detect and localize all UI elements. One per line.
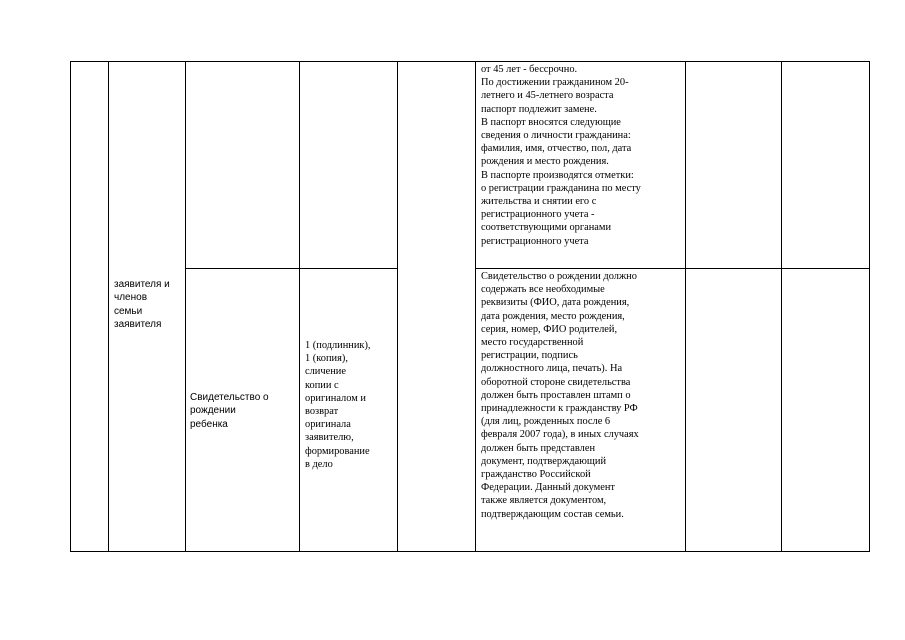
table-border-left [70, 61, 71, 552]
table-border-top [70, 61, 870, 62]
birth-certificate-requirements-text: Свидетельство о рождении должно содержать все необходимые реквизиты (ФИО, дата рождения, дата рождения, место рождения, серия, номер, ФИО родителей, место государственной регистрации, подпись должностного лица, печать). На оборотной стороне свидетельства должен быть проставлен штамп о принадлежности к гражданству РФ (для лиц, рожденных после 6 февраля 2007 года), в иных случаях должен быть представлен документ, подтверждающий гражданство Российской Федерации. Данный документ также является документом, подтверждающим состав семьи. [481, 271, 639, 520]
column-divider-3 [299, 61, 300, 552]
column-divider-1 [108, 61, 109, 552]
row-divider-right [475, 268, 870, 269]
column-divider-7 [781, 61, 782, 552]
passport-requirements-text: от 45 лет - бессрочно. По достижении гражданином 20- летнего и 45-летнего возраста паспорт подлежит замене. В паспорт вносятся следующие сведения о личности гражданина: фамилия, имя, отчество, пол, дата рождения и место рождения. В паспорте производятся отметки: о регистрации гражданина по месту жительства и снятии его с регистрационного учета - соответствующими органами регистрационного учета [481, 64, 641, 247]
column-divider-6 [685, 61, 686, 552]
applicant-cell-text: заявителя и членов семьи заявителя [114, 279, 170, 331]
column-divider-5 [475, 61, 476, 552]
row-divider-left [185, 268, 397, 269]
column-divider-2 [185, 61, 186, 552]
column-divider-4 [397, 61, 398, 552]
table-border-bottom [70, 551, 870, 552]
birth-certificate-name: Свидетельство о рождении ребенка [190, 392, 269, 430]
birth-certificate-quantity: 1 (подлинник), 1 (копия), сличение копии с оригиналом и возврат оригинала заявителю, формирование в дело [305, 340, 371, 470]
table-border-right [869, 61, 870, 552]
